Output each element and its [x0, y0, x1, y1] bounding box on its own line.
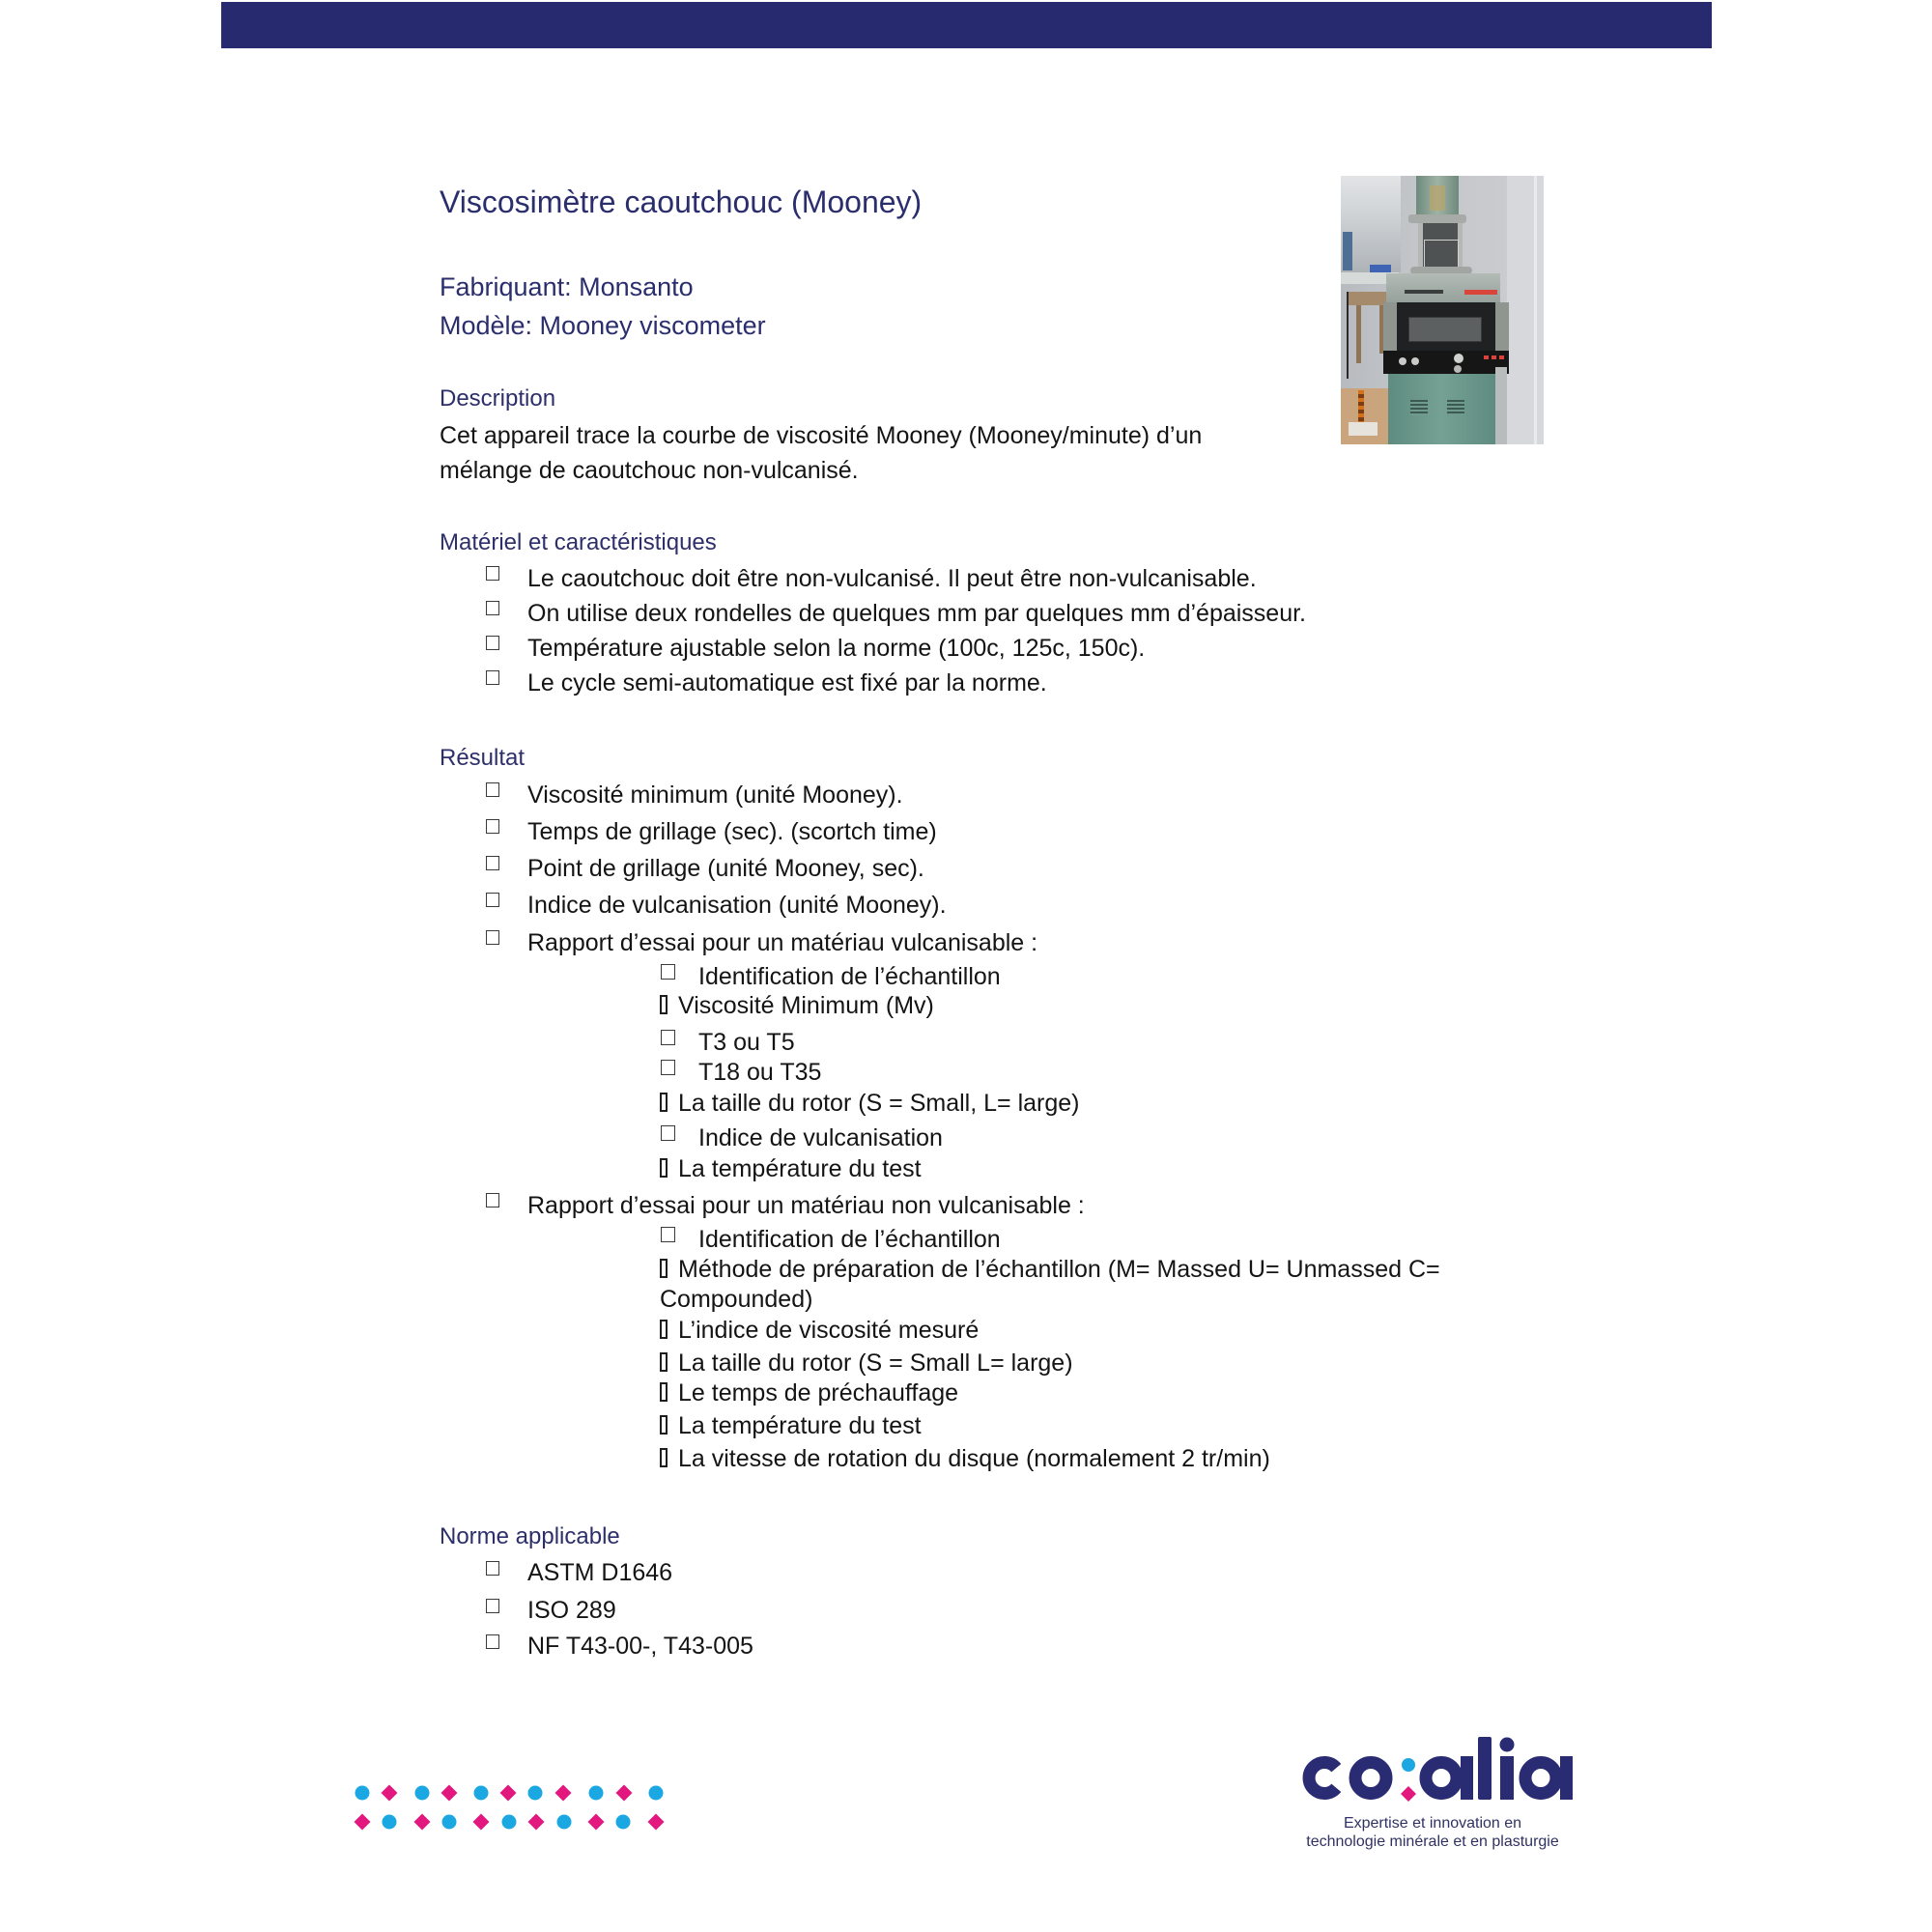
cyan-dot-icon [616, 1815, 631, 1830]
header-bar [221, 2, 1712, 48]
checkbox-bullet-icon [486, 1634, 499, 1649]
logo-letter-a [1426, 1763, 1457, 1794]
photo-board [1495, 367, 1507, 444]
magenta-diamond-icon [528, 1814, 545, 1831]
magenta-diamond-icon [441, 1785, 458, 1802]
checkbox-bullet-icon [486, 930, 499, 945]
report-subitem: La taille du rotor (S = Small L= large) [678, 1350, 1073, 1377]
report-subitem-continuation: Compounded) [660, 1286, 813, 1313]
missing-glyph-bullet-icon [660, 1448, 668, 1467]
report-subitem: L’indice de viscosité mesuré [678, 1317, 980, 1344]
photo-knob [1454, 354, 1463, 363]
magenta-diamond-icon [500, 1785, 517, 1802]
checkbox-bullet-icon [486, 1561, 499, 1576]
checkbox-bullet-icon [486, 782, 499, 797]
magenta-diamond-icon [473, 1814, 490, 1831]
checkbox-bullet-icon [486, 1599, 499, 1613]
logo-letter-a [1525, 1763, 1556, 1794]
checkbox-bullet-icon [486, 1193, 499, 1208]
coalia-logo [1294, 1729, 1584, 1806]
logo-tagline-line: Expertise et innovation en [1343, 1815, 1522, 1832]
checkbox-bullet-icon [661, 1125, 675, 1141]
cyan-dot-icon [589, 1786, 604, 1801]
magenta-diamond-icon [648, 1814, 665, 1831]
cyan-dot-icon [442, 1815, 457, 1830]
photo-side-panel [1383, 302, 1397, 351]
report-subitem: Viscosité Minimum (Mv) [678, 992, 934, 1019]
checkbox-bullet-icon [661, 1030, 675, 1045]
magenta-diamond-icon [555, 1785, 572, 1802]
logo-magenta-diamond-icon [1401, 1786, 1416, 1802]
missing-glyph-bullet-icon [660, 995, 668, 1014]
cyan-dot-icon [415, 1786, 430, 1801]
description-heading: Description [440, 385, 556, 412]
photo-brand-plate [1405, 290, 1443, 294]
norme-heading: Norme applicable [440, 1523, 620, 1549]
manufacturer-text: Fabriquant: Monsanto [440, 272, 694, 301]
model-text: Modèle: Mooney viscometer [440, 311, 766, 340]
photo-knob [1399, 357, 1406, 365]
missing-glyph-bullet-icon [660, 1352, 668, 1372]
logo-a-stem [1560, 1756, 1573, 1800]
photo-vent [1410, 400, 1428, 415]
report-subitem: T18 ou T35 [698, 1059, 822, 1086]
materiel-item: Le caoutchouc doit être non-vulcanisé. Il peut être non-vulcanisable. [527, 565, 1257, 592]
cyan-dot-icon [355, 1786, 370, 1801]
resultat-item: Point de grillage (unité Mooney, sec). [527, 855, 924, 882]
resultat-item: Temps de grillage (sec). (scortch time) [527, 818, 937, 845]
checkbox-bullet-icon [661, 964, 675, 980]
photo-desk-leg [1356, 305, 1361, 363]
magenta-diamond-icon [616, 1785, 633, 1802]
missing-glyph-bullet-icon [660, 1259, 668, 1278]
photo-cardboard-box [1341, 388, 1391, 444]
report-subitem: La vitesse de rotation du disque (normalement 2 tr/min) [678, 1445, 1270, 1472]
logo-i-dot [1500, 1738, 1515, 1752]
checkbox-bullet-icon [486, 856, 499, 870]
photo-side-panel [1495, 302, 1509, 351]
missing-glyph-bullet-icon [660, 1093, 668, 1112]
report-subitem: Indice de vulcanisation [698, 1124, 943, 1151]
checkbox-bullet-icon [486, 601, 499, 615]
cyan-dot-icon [649, 1786, 664, 1801]
materiel-item: On utilise deux rondelles de quelques mm par quelques mm d’épaisseur. [527, 600, 1307, 627]
missing-glyph-bullet-icon [660, 1415, 668, 1435]
photo-wall [1507, 176, 1544, 444]
checkbox-bullet-icon [486, 893, 499, 907]
photo-top-plate [1408, 214, 1466, 223]
magenta-diamond-icon [382, 1785, 398, 1802]
logo-a-stem [1461, 1756, 1473, 1800]
logo-letter-c [1309, 1763, 1336, 1794]
photo-red-label [1464, 290, 1497, 295]
equipment-photo [1341, 176, 1544, 444]
report-subitem: Identification de l’échantillon [698, 1226, 1001, 1253]
decorative-dot-pattern [348, 1777, 676, 1837]
materiel-item: Le cycle semi-automatique est fixé par la norme. [527, 669, 1047, 696]
photo-press-detail [1430, 185, 1445, 211]
photo-red-button [1499, 355, 1504, 359]
cyan-dot-icon [502, 1815, 517, 1830]
resultat-item: Rapport d’essai pour un matériau non vulcanisable : [527, 1192, 1085, 1219]
photo-blue-tray [1370, 265, 1391, 272]
report-subitem: La température du test [678, 1155, 922, 1182]
logo-tagline-line: technologie minérale et en plasturgie [1306, 1833, 1559, 1850]
photo-knob [1411, 357, 1419, 365]
norme-item: NF T43-00-, T43-005 [527, 1633, 753, 1660]
photo-knob [1454, 365, 1462, 373]
resultat-item: Indice de vulcanisation (unité Mooney). [527, 892, 947, 919]
missing-glyph-bullet-icon [660, 1320, 668, 1339]
page-title: Viscosimètre caoutchouc (Mooney) [440, 185, 923, 219]
magenta-diamond-icon [414, 1814, 431, 1831]
logo-letter-i [1500, 1756, 1514, 1800]
norme-item: ISO 289 [527, 1597, 616, 1624]
missing-glyph-bullet-icon [660, 1382, 668, 1402]
checkbox-bullet-icon [661, 1060, 675, 1075]
photo-pillar [1418, 223, 1423, 271]
cyan-dot-icon [528, 1786, 543, 1801]
description-line: mélange de caoutchouc non-vulcanisé. [440, 457, 859, 484]
photo-tray [1408, 317, 1482, 342]
photo-paper [1349, 422, 1378, 436]
cyan-dot-icon [474, 1786, 489, 1801]
photo-vent [1447, 400, 1464, 415]
magenta-diamond-icon [588, 1814, 605, 1831]
resultat-item: Viscosité minimum (unité Mooney). [527, 781, 903, 809]
report-subitem: Le temps de préchauffage [678, 1379, 959, 1406]
checkbox-bullet-icon [486, 636, 499, 650]
logo-cyan-dot-icon [1402, 1758, 1415, 1772]
materiel-item: Température ajustable selon la norme (100c, 125c, 150c). [527, 635, 1146, 662]
norme-item: ASTM D1646 [527, 1559, 673, 1586]
resultat-item: Rapport d’essai pour un matériau vulcanisable : [527, 929, 1038, 956]
photo-red-button [1492, 355, 1496, 359]
photo-red-button [1484, 355, 1489, 359]
description-line: Cet appareil trace la courbe de viscosité Mooney (Mooney/minute) d’un [440, 422, 1203, 449]
cyan-dot-icon [557, 1815, 572, 1830]
checkbox-bullet-icon [661, 1227, 675, 1242]
report-subitem: T3 ou T5 [698, 1029, 795, 1056]
photo-sample-chamber [1424, 240, 1459, 269]
logo-letter-o [1355, 1763, 1386, 1794]
report-subitem: Méthode de préparation de l’échantillon (M= Massed U= Unmassed C= [678, 1256, 1440, 1283]
resultat-heading: Résultat [440, 745, 526, 771]
materiel-heading: Matériel et caractéristiques [440, 529, 717, 555]
photo-blue-object [1343, 232, 1352, 270]
cyan-dot-icon [383, 1815, 397, 1830]
magenta-diamond-icon [355, 1814, 371, 1831]
checkbox-bullet-icon [486, 819, 499, 834]
photo-platform [1386, 273, 1500, 302]
photo-cable [1347, 292, 1349, 379]
missing-glyph-bullet-icon [660, 1158, 668, 1178]
photo-wall-edge [1534, 176, 1537, 444]
photo-cabinet [1388, 374, 1495, 444]
report-subitem: Identification de l’échantillon [698, 963, 1001, 990]
report-subitem: La taille du rotor (S = Small, L= large) [678, 1090, 1080, 1117]
checkbox-bullet-icon [486, 566, 499, 581]
report-subitem: La température du test [678, 1412, 922, 1439]
checkbox-bullet-icon [486, 670, 499, 685]
logo-letter-l [1478, 1737, 1492, 1800]
